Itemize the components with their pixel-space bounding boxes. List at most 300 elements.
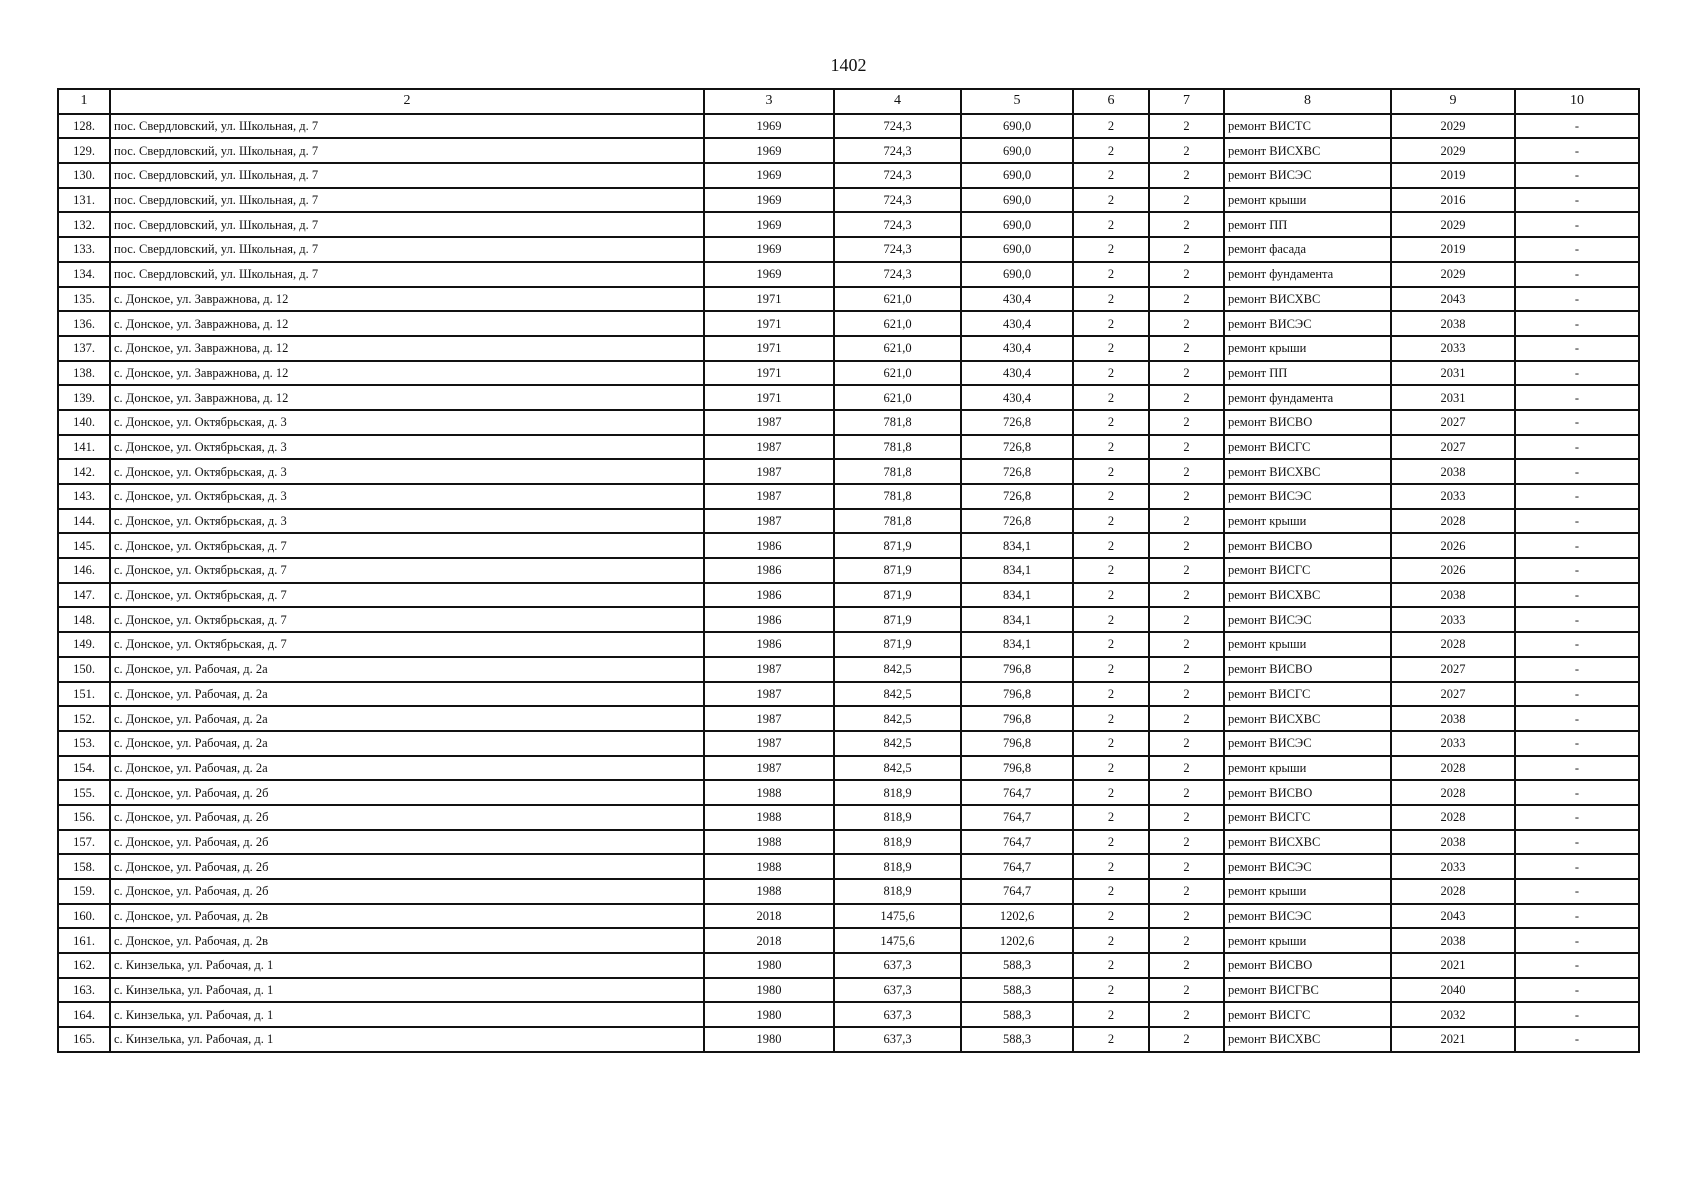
col-7-value-cell: 2	[1149, 188, 1224, 213]
planned-year-cell: 2028	[1391, 879, 1515, 904]
col-10-value-cell: -	[1515, 731, 1639, 756]
row-number-cell: 148.	[58, 607, 110, 632]
table-row	[58, 731, 1639, 756]
col-10-value-cell: -	[1515, 459, 1639, 484]
col-7-value-cell: 2	[1149, 287, 1224, 312]
col-7-value-cell: 2	[1149, 558, 1224, 583]
table-row	[58, 706, 1639, 731]
address-cell: с. Донское, ул. Рабочая, д. 2в	[110, 928, 704, 953]
total-area-cell: 724,3	[834, 237, 961, 262]
year-built-cell: 1971	[704, 385, 834, 410]
planned-year-cell: 2028	[1391, 780, 1515, 805]
living-area-cell: 430,4	[961, 361, 1073, 386]
planned-year-cell: 2040	[1391, 978, 1515, 1003]
table-row	[58, 558, 1639, 583]
col-7-value-cell: 2	[1149, 953, 1224, 978]
year-built-cell: 1986	[704, 533, 834, 558]
col-6-value-cell: 2	[1073, 509, 1149, 534]
year-built-cell: 1980	[704, 1002, 834, 1027]
address-cell: с. Донское, ул. Октябрьская, д. 3	[110, 435, 704, 460]
living-area-cell: 834,1	[961, 607, 1073, 632]
total-area-cell: 637,3	[834, 953, 961, 978]
address-cell: с. Донское, ул. Завражнова, д. 12	[110, 361, 704, 386]
col-6-value-cell: 2	[1073, 287, 1149, 312]
year-built-cell: 1987	[704, 657, 834, 682]
col-7-value-cell: 2	[1149, 163, 1224, 188]
address-cell: с. Донское, ул. Октябрьская, д. 3	[110, 410, 704, 435]
col-10-value-cell: -	[1515, 607, 1639, 632]
repair-type-cell: ремонт ВИСХВС	[1224, 459, 1391, 484]
repair-type-cell: ремонт ВИСЭС	[1224, 484, 1391, 509]
year-built-cell: 1986	[704, 583, 834, 608]
total-area-cell: 842,5	[834, 731, 961, 756]
repair-type-cell: ремонт ВИСВО	[1224, 410, 1391, 435]
row-number-cell: 142.	[58, 459, 110, 484]
address-cell: с. Донское, ул. Рабочая, д. 2б	[110, 879, 704, 904]
year-built-cell: 2018	[704, 928, 834, 953]
row-number-cell: 129.	[58, 138, 110, 163]
table-row	[58, 237, 1639, 262]
planned-year-cell: 2038	[1391, 928, 1515, 953]
col-6-value-cell: 2	[1073, 558, 1149, 583]
row-number-cell: 136.	[58, 311, 110, 336]
total-area-cell: 818,9	[834, 879, 961, 904]
year-built-cell: 1971	[704, 361, 834, 386]
total-area-cell: 871,9	[834, 533, 961, 558]
col-6-value-cell: 2	[1073, 607, 1149, 632]
living-area-cell: 430,4	[961, 287, 1073, 312]
row-number-cell: 159.	[58, 879, 110, 904]
column-header-10: 10	[1515, 89, 1639, 114]
planned-year-cell: 2027	[1391, 682, 1515, 707]
col-6-value-cell: 2	[1073, 311, 1149, 336]
year-built-cell: 1980	[704, 1027, 834, 1052]
col-10-value-cell: -	[1515, 188, 1639, 213]
col-7-value-cell: 2	[1149, 138, 1224, 163]
col-10-value-cell: -	[1515, 904, 1639, 929]
row-number-cell: 135.	[58, 287, 110, 312]
table-row	[58, 114, 1639, 139]
living-area-cell: 796,8	[961, 756, 1073, 781]
year-built-cell: 1969	[704, 163, 834, 188]
col-6-value-cell: 2	[1073, 212, 1149, 237]
col-6-value-cell: 2	[1073, 583, 1149, 608]
column-header-9: 9	[1391, 89, 1515, 114]
living-area-cell: 796,8	[961, 657, 1073, 682]
col-10-value-cell: -	[1515, 435, 1639, 460]
address-cell: с. Донское, ул. Рабочая, д. 2б	[110, 805, 704, 830]
year-built-cell: 1987	[704, 756, 834, 781]
living-area-cell: 1202,6	[961, 928, 1073, 953]
planned-year-cell: 2029	[1391, 114, 1515, 139]
year-built-cell: 1969	[704, 262, 834, 287]
col-10-value-cell: -	[1515, 928, 1639, 953]
year-built-cell: 1987	[704, 459, 834, 484]
col-7-value-cell: 2	[1149, 385, 1224, 410]
row-number-cell: 132.	[58, 212, 110, 237]
repair-schedule-table	[57, 88, 1640, 1053]
col-10-value-cell: -	[1515, 830, 1639, 855]
planned-year-cell: 2021	[1391, 953, 1515, 978]
year-built-cell: 1969	[704, 212, 834, 237]
planned-year-cell: 2038	[1391, 459, 1515, 484]
year-built-cell: 1971	[704, 311, 834, 336]
planned-year-cell: 2031	[1391, 385, 1515, 410]
address-cell: пос. Свердловский, ул. Школьная, д. 7	[110, 138, 704, 163]
repair-type-cell: ремонт ВИСВО	[1224, 780, 1391, 805]
repair-type-cell: ремонт ВИСТС	[1224, 114, 1391, 139]
col-7-value-cell: 2	[1149, 114, 1224, 139]
row-number-cell: 149.	[58, 632, 110, 657]
year-built-cell: 1987	[704, 410, 834, 435]
column-header-4: 4	[834, 89, 961, 114]
col-7-value-cell: 2	[1149, 632, 1224, 657]
table-row	[58, 336, 1639, 361]
col-7-value-cell: 2	[1149, 780, 1224, 805]
address-cell: с. Донское, ул. Рабочая, д. 2в	[110, 904, 704, 929]
living-area-cell: 430,4	[961, 385, 1073, 410]
total-area-cell: 781,8	[834, 509, 961, 534]
repair-type-cell: ремонт ВИСЭС	[1224, 731, 1391, 756]
living-area-cell: 690,0	[961, 138, 1073, 163]
column-header-6: 6	[1073, 89, 1149, 114]
col-10-value-cell: -	[1515, 953, 1639, 978]
year-built-cell: 1971	[704, 287, 834, 312]
col-10-value-cell: -	[1515, 682, 1639, 707]
total-area-cell: 871,9	[834, 583, 961, 608]
col-10-value-cell: -	[1515, 706, 1639, 731]
address-cell: с. Донское, ул. Рабочая, д. 2а	[110, 657, 704, 682]
address-cell: с. Донское, ул. Завражнова, д. 12	[110, 311, 704, 336]
living-area-cell: 588,3	[961, 1027, 1073, 1052]
table-row	[58, 978, 1639, 1003]
total-area-cell: 637,3	[834, 1027, 961, 1052]
col-7-value-cell: 2	[1149, 1027, 1224, 1052]
repair-type-cell: ремонт ВИСХВС	[1224, 138, 1391, 163]
row-number-cell: 133.	[58, 237, 110, 262]
year-built-cell: 1986	[704, 558, 834, 583]
living-area-cell: 796,8	[961, 731, 1073, 756]
row-number-cell: 147.	[58, 583, 110, 608]
planned-year-cell: 2043	[1391, 904, 1515, 929]
repair-type-cell: ремонт ВИСВО	[1224, 953, 1391, 978]
row-number-cell: 141.	[58, 435, 110, 460]
address-cell: с. Донское, ул. Октябрьская, д. 3	[110, 459, 704, 484]
year-built-cell: 1986	[704, 632, 834, 657]
living-area-cell: 796,8	[961, 706, 1073, 731]
repair-type-cell: ремонт ВИСХВС	[1224, 706, 1391, 731]
repair-type-cell: ремонт ВИСГС	[1224, 805, 1391, 830]
col-6-value-cell: 2	[1073, 879, 1149, 904]
year-built-cell: 1987	[704, 706, 834, 731]
total-area-cell: 818,9	[834, 805, 961, 830]
col-7-value-cell: 2	[1149, 904, 1224, 929]
table-row	[58, 212, 1639, 237]
row-number-cell: 140.	[58, 410, 110, 435]
repair-type-cell: ремонт ВИСВО	[1224, 657, 1391, 682]
row-number-cell: 164.	[58, 1002, 110, 1027]
repair-type-cell: ремонт фундамента	[1224, 385, 1391, 410]
header-row	[58, 89, 1639, 114]
repair-type-cell: ремонт крыши	[1224, 928, 1391, 953]
table-row	[58, 780, 1639, 805]
col-10-value-cell: -	[1515, 163, 1639, 188]
planned-year-cell: 2027	[1391, 410, 1515, 435]
living-area-cell: 834,1	[961, 583, 1073, 608]
table-row	[58, 830, 1639, 855]
table-row	[58, 262, 1639, 287]
col-7-value-cell: 2	[1149, 336, 1224, 361]
living-area-cell: 726,8	[961, 435, 1073, 460]
total-area-cell: 724,3	[834, 138, 961, 163]
year-built-cell: 1988	[704, 879, 834, 904]
living-area-cell: 726,8	[961, 484, 1073, 509]
col-6-value-cell: 2	[1073, 410, 1149, 435]
col-7-value-cell: 2	[1149, 533, 1224, 558]
col-6-value-cell: 2	[1073, 459, 1149, 484]
col-6-value-cell: 2	[1073, 953, 1149, 978]
planned-year-cell: 2033	[1391, 484, 1515, 509]
repair-type-cell: ремонт ВИСЭС	[1224, 904, 1391, 929]
total-area-cell: 871,9	[834, 607, 961, 632]
col-10-value-cell: -	[1515, 114, 1639, 139]
repair-type-cell: ремонт ВИСЭС	[1224, 163, 1391, 188]
col-10-value-cell: -	[1515, 262, 1639, 287]
address-cell: с. Донское, ул. Октябрьская, д. 7	[110, 558, 704, 583]
planned-year-cell: 2028	[1391, 805, 1515, 830]
col-10-value-cell: -	[1515, 632, 1639, 657]
planned-year-cell: 2033	[1391, 607, 1515, 632]
col-7-value-cell: 2	[1149, 583, 1224, 608]
col-6-value-cell: 2	[1073, 484, 1149, 509]
year-built-cell: 1988	[704, 805, 834, 830]
col-6-value-cell: 2	[1073, 361, 1149, 386]
col-6-value-cell: 2	[1073, 1027, 1149, 1052]
col-10-value-cell: -	[1515, 854, 1639, 879]
repair-type-cell: ремонт ВИСХВС	[1224, 287, 1391, 312]
living-area-cell: 430,4	[961, 311, 1073, 336]
total-area-cell: 781,8	[834, 459, 961, 484]
living-area-cell: 834,1	[961, 558, 1073, 583]
row-number-cell: 134.	[58, 262, 110, 287]
address-cell: пос. Свердловский, ул. Школьная, д. 7	[110, 163, 704, 188]
address-cell: с. Донское, ул. Рабочая, д. 2а	[110, 682, 704, 707]
col-10-value-cell: -	[1515, 212, 1639, 237]
living-area-cell: 690,0	[961, 163, 1073, 188]
table-row	[58, 287, 1639, 312]
planned-year-cell: 2026	[1391, 533, 1515, 558]
col-7-value-cell: 2	[1149, 361, 1224, 386]
total-area-cell: 637,3	[834, 978, 961, 1003]
address-cell: пос. Свердловский, ул. Школьная, д. 7	[110, 114, 704, 139]
repair-type-cell: ремонт крыши	[1224, 509, 1391, 534]
table-row	[58, 632, 1639, 657]
col-6-value-cell: 2	[1073, 262, 1149, 287]
address-cell: с. Донское, ул. Рабочая, д. 2б	[110, 830, 704, 855]
living-area-cell: 764,7	[961, 780, 1073, 805]
repair-type-cell: ремонт крыши	[1224, 756, 1391, 781]
table-row	[58, 459, 1639, 484]
row-number-cell: 138.	[58, 361, 110, 386]
year-built-cell: 1969	[704, 114, 834, 139]
living-area-cell: 588,3	[961, 953, 1073, 978]
table-row	[58, 138, 1639, 163]
address-cell: с. Кинзелька, ул. Рабочая, д. 1	[110, 1027, 704, 1052]
year-built-cell: 1969	[704, 138, 834, 163]
address-cell: с. Донское, ул. Октябрьская, д. 3	[110, 509, 704, 534]
address-cell: с. Донское, ул. Октябрьская, д. 7	[110, 533, 704, 558]
table-row	[58, 484, 1639, 509]
repair-type-cell: ремонт крыши	[1224, 188, 1391, 213]
total-area-cell: 724,3	[834, 262, 961, 287]
col-6-value-cell: 2	[1073, 1002, 1149, 1027]
table-row	[58, 509, 1639, 534]
col-10-value-cell: -	[1515, 385, 1639, 410]
living-area-cell: 764,7	[961, 830, 1073, 855]
row-number-cell: 139.	[58, 385, 110, 410]
living-area-cell: 690,0	[961, 114, 1073, 139]
col-10-value-cell: -	[1515, 978, 1639, 1003]
total-area-cell: 781,8	[834, 435, 961, 460]
col-10-value-cell: -	[1515, 1002, 1639, 1027]
col-10-value-cell: -	[1515, 805, 1639, 830]
column-header-5: 5	[961, 89, 1073, 114]
year-built-cell: 1987	[704, 435, 834, 460]
living-area-cell: 588,3	[961, 1002, 1073, 1027]
planned-year-cell: 2029	[1391, 138, 1515, 163]
address-cell: с. Кинзелька, ул. Рабочая, д. 1	[110, 1002, 704, 1027]
planned-year-cell: 2043	[1391, 287, 1515, 312]
col-6-value-cell: 2	[1073, 780, 1149, 805]
row-number-cell: 163.	[58, 978, 110, 1003]
col-10-value-cell: -	[1515, 1027, 1639, 1052]
table-row	[58, 361, 1639, 386]
table-row	[58, 904, 1639, 929]
col-7-value-cell: 2	[1149, 682, 1224, 707]
address-cell: с. Донское, ул. Рабочая, д. 2б	[110, 780, 704, 805]
col-7-value-cell: 2	[1149, 978, 1224, 1003]
col-10-value-cell: -	[1515, 410, 1639, 435]
planned-year-cell: 2038	[1391, 706, 1515, 731]
col-10-value-cell: -	[1515, 484, 1639, 509]
row-number-cell: 161.	[58, 928, 110, 953]
total-area-cell: 842,5	[834, 756, 961, 781]
total-area-cell: 724,3	[834, 188, 961, 213]
row-number-cell: 151.	[58, 682, 110, 707]
col-10-value-cell: -	[1515, 287, 1639, 312]
living-area-cell: 726,8	[961, 509, 1073, 534]
planned-year-cell: 2027	[1391, 435, 1515, 460]
page-number: 1402	[830, 55, 867, 75]
repair-type-cell: ремонт фундамента	[1224, 262, 1391, 287]
col-7-value-cell: 2	[1149, 459, 1224, 484]
table-row	[58, 854, 1639, 879]
col-7-value-cell: 2	[1149, 830, 1224, 855]
table-row	[58, 311, 1639, 336]
total-area-cell: 621,0	[834, 311, 961, 336]
planned-year-cell: 2038	[1391, 830, 1515, 855]
living-area-cell: 690,0	[961, 188, 1073, 213]
address-cell: с. Донское, ул. Завражнова, д. 12	[110, 336, 704, 361]
repair-type-cell: ремонт ВИСГВС	[1224, 978, 1391, 1003]
planned-year-cell: 2027	[1391, 657, 1515, 682]
col-6-value-cell: 2	[1073, 336, 1149, 361]
repair-type-cell: ремонт крыши	[1224, 632, 1391, 657]
repair-type-cell: ремонт ВИСВО	[1224, 533, 1391, 558]
row-number-cell: 130.	[58, 163, 110, 188]
column-header-2: 2	[110, 89, 704, 114]
total-area-cell: 842,5	[834, 657, 961, 682]
repair-type-cell: ремонт ВИСХВС	[1224, 830, 1391, 855]
total-area-cell: 1475,6	[834, 928, 961, 953]
row-number-cell: 155.	[58, 780, 110, 805]
address-cell: с. Донское, ул. Рабочая, д. 2б	[110, 854, 704, 879]
table-row	[58, 657, 1639, 682]
total-area-cell: 842,5	[834, 682, 961, 707]
address-cell: с. Донское, ул. Рабочая, д. 2а	[110, 706, 704, 731]
table-row	[58, 1002, 1639, 1027]
repair-type-cell: ремонт крыши	[1224, 879, 1391, 904]
col-7-value-cell: 2	[1149, 262, 1224, 287]
table-row	[58, 188, 1639, 213]
col-10-value-cell: -	[1515, 361, 1639, 386]
total-area-cell: 621,0	[834, 336, 961, 361]
year-built-cell: 1987	[704, 509, 834, 534]
address-cell: с. Донское, ул. Рабочая, д. 2а	[110, 731, 704, 756]
repair-type-cell: ремонт ВИСЭС	[1224, 607, 1391, 632]
planned-year-cell: 2019	[1391, 237, 1515, 262]
total-area-cell: 621,0	[834, 361, 961, 386]
row-number-cell: 153.	[58, 731, 110, 756]
living-area-cell: 764,7	[961, 879, 1073, 904]
col-6-value-cell: 2	[1073, 435, 1149, 460]
year-built-cell: 1980	[704, 953, 834, 978]
address-cell: с. Донское, ул. Октябрьская, д. 7	[110, 583, 704, 608]
col-10-value-cell: -	[1515, 657, 1639, 682]
repair-type-cell: ремонт ВИСГС	[1224, 558, 1391, 583]
col-7-value-cell: 2	[1149, 607, 1224, 632]
total-area-cell: 818,9	[834, 854, 961, 879]
col-7-value-cell: 2	[1149, 706, 1224, 731]
repair-type-cell: ремонт фасада	[1224, 237, 1391, 262]
repair-type-cell: ремонт ПП	[1224, 361, 1391, 386]
col-7-value-cell: 2	[1149, 410, 1224, 435]
col-6-value-cell: 2	[1073, 731, 1149, 756]
col-6-value-cell: 2	[1073, 682, 1149, 707]
col-10-value-cell: -	[1515, 237, 1639, 262]
year-built-cell: 1980	[704, 978, 834, 1003]
repair-type-cell: ремонт ПП	[1224, 212, 1391, 237]
table-row	[58, 163, 1639, 188]
year-built-cell: 1988	[704, 780, 834, 805]
year-built-cell: 1969	[704, 188, 834, 213]
col-10-value-cell: -	[1515, 533, 1639, 558]
col-6-value-cell: 2	[1073, 928, 1149, 953]
row-number-cell: 162.	[58, 953, 110, 978]
address-cell: с. Донское, ул. Рабочая, д. 2а	[110, 756, 704, 781]
row-number-cell: 131.	[58, 188, 110, 213]
address-cell: пос. Свердловский, ул. Школьная, д. 7	[110, 262, 704, 287]
col-7-value-cell: 2	[1149, 509, 1224, 534]
total-area-cell: 842,5	[834, 706, 961, 731]
planned-year-cell: 2029	[1391, 212, 1515, 237]
year-built-cell: 2018	[704, 904, 834, 929]
repair-type-cell: ремонт ВИСЭС	[1224, 311, 1391, 336]
repair-type-cell: ремонт крыши	[1224, 336, 1391, 361]
address-cell: с. Донское, ул. Октябрьская, д. 7	[110, 632, 704, 657]
col-10-value-cell: -	[1515, 879, 1639, 904]
living-area-cell: 430,4	[961, 336, 1073, 361]
